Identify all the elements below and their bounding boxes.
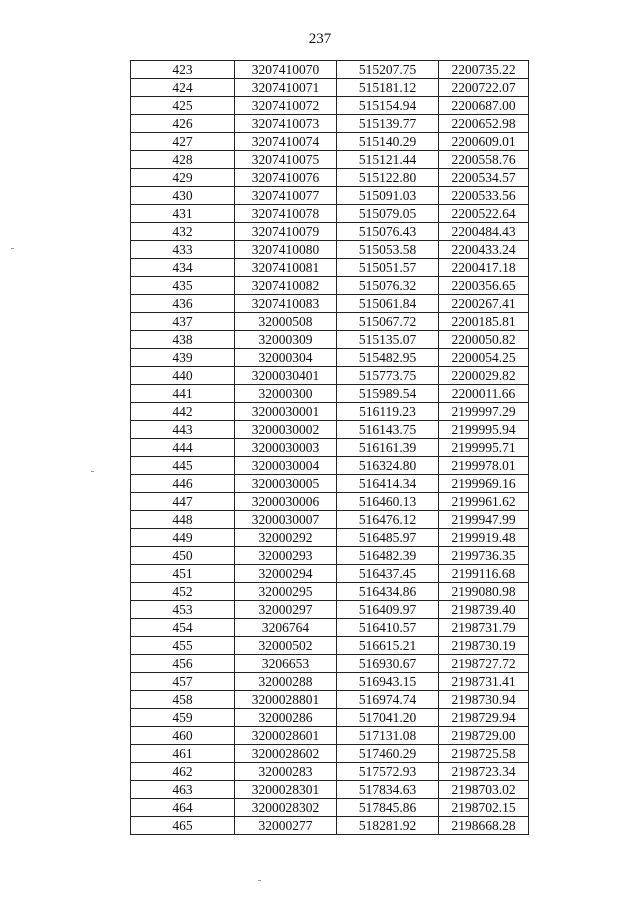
- x-coordinate-cell: 516437.45: [337, 565, 439, 583]
- y-coordinate-cell: 2200011.66: [439, 385, 529, 403]
- table-row: [131, 151, 529, 169]
- y-coordinate-cell: 2198730.19: [439, 637, 529, 655]
- x-coordinate-cell: 517460.29: [337, 745, 439, 763]
- table-row: [131, 133, 529, 151]
- point-number-cell: 431: [131, 205, 235, 223]
- margin-mark: [258, 880, 261, 881]
- point-number-cell: 427: [131, 133, 235, 151]
- point-number-cell: 458: [131, 691, 235, 709]
- table-row: [131, 79, 529, 97]
- y-coordinate-cell: 2200433.24: [439, 241, 529, 259]
- point-code-cell: 3207410074: [235, 133, 337, 151]
- y-coordinate-cell: 2199736.35: [439, 547, 529, 565]
- point-code-cell: 3200030006: [235, 493, 337, 511]
- table-row: [131, 619, 529, 637]
- point-number-cell: 428: [131, 151, 235, 169]
- x-coordinate-cell: 516161.39: [337, 439, 439, 457]
- x-coordinate-cell: 515989.54: [337, 385, 439, 403]
- point-code-cell: 3207410076: [235, 169, 337, 187]
- point-code-cell: 3200030007: [235, 511, 337, 529]
- point-code-cell: 3200030401: [235, 367, 337, 385]
- x-coordinate-cell: 516930.67: [337, 655, 439, 673]
- point-number-cell: 454: [131, 619, 235, 637]
- table-row: [131, 259, 529, 277]
- point-number-cell: 453: [131, 601, 235, 619]
- x-coordinate-cell: 515079.05: [337, 205, 439, 223]
- point-code-cell: 3207410079: [235, 223, 337, 241]
- y-coordinate-cell: 2198739.40: [439, 601, 529, 619]
- x-coordinate-cell: 516460.13: [337, 493, 439, 511]
- table-row: [131, 187, 529, 205]
- y-coordinate-cell: 2200267.41: [439, 295, 529, 313]
- point-code-cell: 3207410073: [235, 115, 337, 133]
- table-row: [131, 655, 529, 673]
- point-code-cell: 3200028302: [235, 799, 337, 817]
- x-coordinate-cell: 515122.80: [337, 169, 439, 187]
- x-coordinate-cell: 516943.15: [337, 673, 439, 691]
- table-row: [131, 511, 529, 529]
- table-row: [131, 205, 529, 223]
- point-number-cell: 464: [131, 799, 235, 817]
- y-coordinate-cell: 2200735.22: [439, 61, 529, 79]
- y-coordinate-cell: 2200533.56: [439, 187, 529, 205]
- x-coordinate-cell: 515135.07: [337, 331, 439, 349]
- y-coordinate-cell: 2199995.71: [439, 439, 529, 457]
- table-row: [131, 565, 529, 583]
- point-code-cell: 32000283: [235, 763, 337, 781]
- table-row: [131, 781, 529, 799]
- point-code-cell: 3200030003: [235, 439, 337, 457]
- point-number-cell: 423: [131, 61, 235, 79]
- y-coordinate-cell: 2198668.28: [439, 817, 529, 835]
- table-row: [131, 421, 529, 439]
- x-coordinate-cell: 516434.86: [337, 583, 439, 601]
- point-code-cell: 3207410083: [235, 295, 337, 313]
- y-coordinate-cell: 2200417.18: [439, 259, 529, 277]
- point-number-cell: 445: [131, 457, 235, 475]
- table-row: [131, 169, 529, 187]
- point-number-cell: 434: [131, 259, 235, 277]
- point-number-cell: 440: [131, 367, 235, 385]
- point-code-cell: 3200030005: [235, 475, 337, 493]
- point-number-cell: 443: [131, 421, 235, 439]
- x-coordinate-cell: 516482.39: [337, 547, 439, 565]
- point-number-cell: 459: [131, 709, 235, 727]
- point-code-cell: 32000300: [235, 385, 337, 403]
- x-coordinate-cell: 517131.08: [337, 727, 439, 745]
- x-coordinate-cell: 516409.97: [337, 601, 439, 619]
- x-coordinate-cell: 518281.92: [337, 817, 439, 835]
- point-number-cell: 429: [131, 169, 235, 187]
- point-code-cell: 3200028602: [235, 745, 337, 763]
- x-coordinate-cell: 515482.95: [337, 349, 439, 367]
- x-coordinate-cell: 515139.77: [337, 115, 439, 133]
- table-row: [131, 493, 529, 511]
- point-number-cell: 457: [131, 673, 235, 691]
- point-number-cell: 425: [131, 97, 235, 115]
- point-number-cell: 452: [131, 583, 235, 601]
- y-coordinate-cell: 2198723.34: [439, 763, 529, 781]
- point-code-cell: 32000508: [235, 313, 337, 331]
- point-code-cell: 3200028601: [235, 727, 337, 745]
- point-code-cell: 32000292: [235, 529, 337, 547]
- y-coordinate-cell: 2200722.07: [439, 79, 529, 97]
- y-coordinate-cell: 2198729.94: [439, 709, 529, 727]
- point-code-cell: 3207410070: [235, 61, 337, 79]
- table-row: [131, 547, 529, 565]
- y-coordinate-cell: 2198702.15: [439, 799, 529, 817]
- point-number-cell: 450: [131, 547, 235, 565]
- x-coordinate-cell: 516476.12: [337, 511, 439, 529]
- x-coordinate-cell: 516485.97: [337, 529, 439, 547]
- point-number-cell: 451: [131, 565, 235, 583]
- x-coordinate-cell: 515121.44: [337, 151, 439, 169]
- x-coordinate-cell: 515091.03: [337, 187, 439, 205]
- table-row: [131, 637, 529, 655]
- point-code-cell: 3200030002: [235, 421, 337, 439]
- x-coordinate-cell: 516615.21: [337, 637, 439, 655]
- x-coordinate-cell: 515076.32: [337, 277, 439, 295]
- x-coordinate-cell: 516324.80: [337, 457, 439, 475]
- y-coordinate-cell: 2199919.48: [439, 529, 529, 547]
- x-coordinate-cell: 516974.74: [337, 691, 439, 709]
- point-number-cell: 435: [131, 277, 235, 295]
- margin-mark: [91, 471, 94, 472]
- point-number-cell: 439: [131, 349, 235, 367]
- table-row: [131, 691, 529, 709]
- point-number-cell: 424: [131, 79, 235, 97]
- table-row: [131, 673, 529, 691]
- y-coordinate-cell: 2200050.82: [439, 331, 529, 349]
- point-number-cell: 456: [131, 655, 235, 673]
- x-coordinate-cell: 515051.57: [337, 259, 439, 277]
- point-code-cell: 32000309: [235, 331, 337, 349]
- table-row: [131, 97, 529, 115]
- y-coordinate-cell: 2200687.00: [439, 97, 529, 115]
- y-coordinate-cell: 2199116.68: [439, 565, 529, 583]
- point-code-cell: 3200030001: [235, 403, 337, 421]
- x-coordinate-cell: 517572.93: [337, 763, 439, 781]
- y-coordinate-cell: 2199947.99: [439, 511, 529, 529]
- table-row: [131, 223, 529, 241]
- y-coordinate-cell: 2200534.57: [439, 169, 529, 187]
- y-coordinate-cell: 2200652.98: [439, 115, 529, 133]
- margin-mark: [11, 248, 14, 249]
- coordinates-table-body: [131, 61, 529, 835]
- table-row: [131, 295, 529, 313]
- x-coordinate-cell: 517834.63: [337, 781, 439, 799]
- point-code-cell: 3207410082: [235, 277, 337, 295]
- x-coordinate-cell: 515067.72: [337, 313, 439, 331]
- x-coordinate-cell: 515773.75: [337, 367, 439, 385]
- y-coordinate-cell: 2199969.16: [439, 475, 529, 493]
- x-coordinate-cell: 515207.75: [337, 61, 439, 79]
- point-number-cell: 436: [131, 295, 235, 313]
- coordinates-table: [130, 60, 529, 835]
- table-row: [131, 457, 529, 475]
- x-coordinate-cell: 517041.20: [337, 709, 439, 727]
- table-row: [131, 439, 529, 457]
- point-code-cell: 3200030004: [235, 457, 337, 475]
- point-code-cell: 3207410075: [235, 151, 337, 169]
- y-coordinate-cell: 2199995.94: [439, 421, 529, 439]
- point-code-cell: 32000293: [235, 547, 337, 565]
- table-row: [131, 799, 529, 817]
- y-coordinate-cell: 2199080.98: [439, 583, 529, 601]
- point-number-cell: 438: [131, 331, 235, 349]
- point-code-cell: 3206764: [235, 619, 337, 637]
- table-row: [131, 277, 529, 295]
- x-coordinate-cell: 516414.34: [337, 475, 439, 493]
- point-code-cell: 3206653: [235, 655, 337, 673]
- y-coordinate-cell: 2200609.01: [439, 133, 529, 151]
- point-number-cell: 455: [131, 637, 235, 655]
- x-coordinate-cell: 515181.12: [337, 79, 439, 97]
- y-coordinate-cell: 2198725.58: [439, 745, 529, 763]
- point-number-cell: 460: [131, 727, 235, 745]
- y-coordinate-cell: 2198729.00: [439, 727, 529, 745]
- x-coordinate-cell: 516119.23: [337, 403, 439, 421]
- page-number: 237: [308, 31, 332, 47]
- point-number-cell: 465: [131, 817, 235, 835]
- y-coordinate-cell: 2199997.29: [439, 403, 529, 421]
- point-code-cell: 32000297: [235, 601, 337, 619]
- point-number-cell: 441: [131, 385, 235, 403]
- point-number-cell: 444: [131, 439, 235, 457]
- x-coordinate-cell: 516410.57: [337, 619, 439, 637]
- table-row: [131, 115, 529, 133]
- point-code-cell: 32000288: [235, 673, 337, 691]
- table-row: [131, 241, 529, 259]
- point-number-cell: 432: [131, 223, 235, 241]
- table-row: [131, 817, 529, 835]
- point-code-cell: 3207410081: [235, 259, 337, 277]
- table-row: [131, 745, 529, 763]
- table-row: [131, 367, 529, 385]
- point-number-cell: 448: [131, 511, 235, 529]
- y-coordinate-cell: 2200356.65: [439, 277, 529, 295]
- point-code-cell: 3207410077: [235, 187, 337, 205]
- point-code-cell: 32000277: [235, 817, 337, 835]
- y-coordinate-cell: 2199978.01: [439, 457, 529, 475]
- x-coordinate-cell: 515154.94: [337, 97, 439, 115]
- y-coordinate-cell: 2198731.41: [439, 673, 529, 691]
- x-coordinate-cell: 515061.84: [337, 295, 439, 313]
- table-row: [131, 403, 529, 421]
- point-code-cell: 32000295: [235, 583, 337, 601]
- table-row: [131, 61, 529, 79]
- x-coordinate-cell: 515076.43: [337, 223, 439, 241]
- point-code-cell: 3200028801: [235, 691, 337, 709]
- x-coordinate-cell: 515140.29: [337, 133, 439, 151]
- point-number-cell: 426: [131, 115, 235, 133]
- point-code-cell: 32000502: [235, 637, 337, 655]
- table-row: [131, 331, 529, 349]
- table-row: [131, 385, 529, 403]
- point-code-cell: 32000286: [235, 709, 337, 727]
- y-coordinate-cell: 2200054.25: [439, 349, 529, 367]
- point-code-cell: 3200028301: [235, 781, 337, 799]
- point-code-cell: 3207410072: [235, 97, 337, 115]
- table-row: [131, 475, 529, 493]
- point-number-cell: 447: [131, 493, 235, 511]
- y-coordinate-cell: 2200522.64: [439, 205, 529, 223]
- point-code-cell: 3207410071: [235, 79, 337, 97]
- y-coordinate-cell: 2198731.79: [439, 619, 529, 637]
- table-row: [131, 601, 529, 619]
- table-row: [131, 727, 529, 745]
- point-code-cell: 3207410080: [235, 241, 337, 259]
- table-row: [131, 583, 529, 601]
- point-number-cell: 449: [131, 529, 235, 547]
- point-number-cell: 433: [131, 241, 235, 259]
- table-row: [131, 763, 529, 781]
- table-row: [131, 709, 529, 727]
- point-code-cell: 32000304: [235, 349, 337, 367]
- y-coordinate-cell: 2198730.94: [439, 691, 529, 709]
- point-number-cell: 462: [131, 763, 235, 781]
- point-number-cell: 437: [131, 313, 235, 331]
- y-coordinate-cell: 2198727.72: [439, 655, 529, 673]
- x-coordinate-cell: 516143.75: [337, 421, 439, 439]
- point-number-cell: 442: [131, 403, 235, 421]
- point-code-cell: 3207410078: [235, 205, 337, 223]
- y-coordinate-cell: 2200029.82: [439, 367, 529, 385]
- table-row: [131, 529, 529, 547]
- point-number-cell: 461: [131, 745, 235, 763]
- point-number-cell: 463: [131, 781, 235, 799]
- y-coordinate-cell: 2199961.62: [439, 493, 529, 511]
- point-number-cell: 430: [131, 187, 235, 205]
- x-coordinate-cell: 517845.86: [337, 799, 439, 817]
- point-number-cell: 446: [131, 475, 235, 493]
- point-code-cell: 32000294: [235, 565, 337, 583]
- y-coordinate-cell: 2200484.43: [439, 223, 529, 241]
- y-coordinate-cell: 2200185.81: [439, 313, 529, 331]
- x-coordinate-cell: 515053.58: [337, 241, 439, 259]
- y-coordinate-cell: 2200558.76: [439, 151, 529, 169]
- table-row: [131, 349, 529, 367]
- y-coordinate-cell: 2198703.02: [439, 781, 529, 799]
- table-row: [131, 313, 529, 331]
